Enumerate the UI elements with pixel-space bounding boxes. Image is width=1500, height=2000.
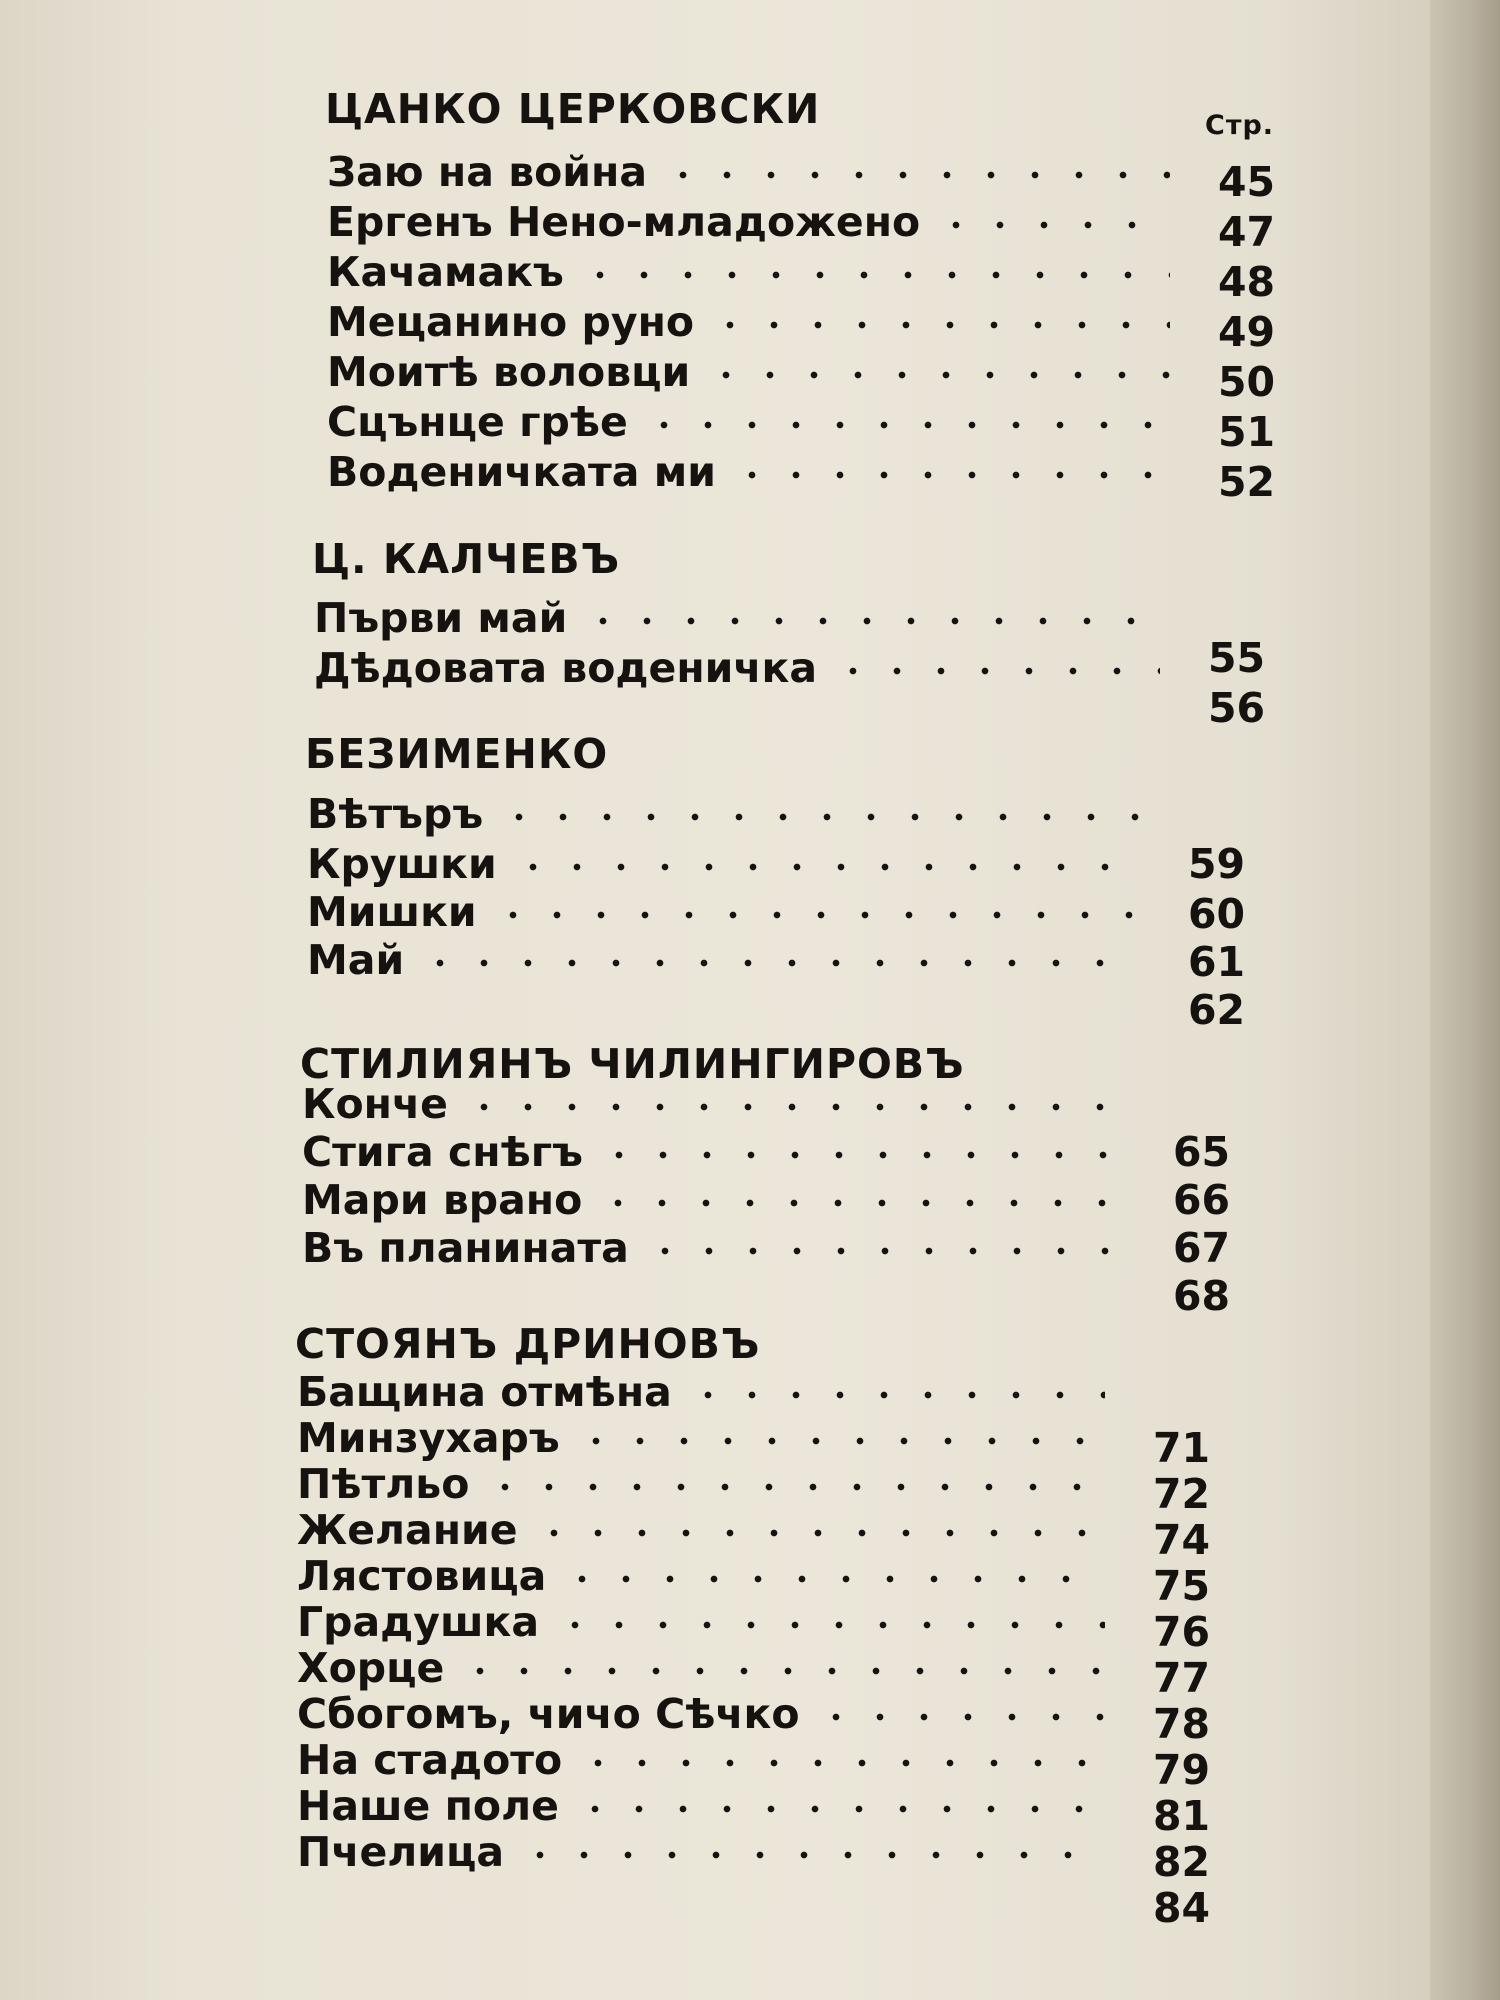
entry-title: Първи май (314, 594, 568, 642)
entry-page-number: 50 (1217, 358, 1275, 406)
dot-leader (730, 470, 1170, 480)
entry-page-number: 48 (1217, 258, 1275, 306)
toc-entry (297, 1506, 518, 1554)
entry-title: Наше поле (297, 1782, 559, 1830)
entry-title: Воденичката ми (327, 448, 716, 496)
toc-entry (307, 840, 497, 888)
dot-leader (560, 1574, 1105, 1584)
entry-page-number: 74 (1152, 1516, 1210, 1564)
dot-leader (574, 1436, 1105, 1446)
entry-page-number: 66 (1172, 1176, 1230, 1224)
dot-leader (708, 320, 1170, 330)
toc-entry (327, 148, 647, 196)
dot-leader (553, 1620, 1105, 1630)
entry-title: Въ планината (302, 1224, 629, 1272)
toc-entry (327, 348, 690, 396)
entry-title: Бащина отмѣна (297, 1368, 672, 1416)
toc-entry (327, 298, 694, 346)
author-heading: Ц. КАЛЧЕВЪ (312, 535, 621, 583)
toc-entry (302, 1080, 448, 1128)
entry-title: Качамакъ (327, 248, 564, 296)
entry-page-number: 51 (1217, 408, 1275, 456)
toc-entry (302, 1224, 629, 1272)
dot-leader (497, 812, 1140, 822)
entry-title: Мецанино руно (327, 298, 695, 346)
toc-entry (302, 1176, 582, 1224)
dot-leader (458, 1666, 1105, 1676)
entry-title: Вѣтъръ (307, 790, 484, 838)
toc-entry (302, 1128, 583, 1176)
toc-entry (327, 398, 628, 446)
entry-title: На стадото (297, 1736, 563, 1784)
dot-leader (661, 170, 1170, 180)
entry-title: Пѣтльо (297, 1460, 470, 1508)
entry-title: Крушки (307, 840, 497, 888)
entry-page-number: 47 (1217, 208, 1275, 256)
entry-title: Дѣдовата воденичка (314, 644, 818, 692)
entry-page-number: 59 (1187, 840, 1245, 888)
entry-page-number: 75 (1152, 1562, 1210, 1610)
entry-page-number: 68 (1172, 1272, 1230, 1320)
entry-title: Лястовица (297, 1552, 547, 1600)
entry-page-number: 84 (1152, 1884, 1210, 1932)
entry-page-number: 76 (1152, 1608, 1210, 1656)
dot-leader (511, 862, 1140, 872)
toc-entry (297, 1552, 546, 1600)
dot-leader (462, 1102, 1125, 1112)
entry-title: Пчелица (297, 1828, 505, 1876)
entry-page-number: 56 (1207, 684, 1265, 732)
dot-leader (686, 1390, 1105, 1400)
toc-entry (297, 1828, 504, 1876)
toc-entry (297, 1460, 469, 1508)
entry-page-number: 45 (1217, 158, 1275, 206)
entry-title: Мари врано (302, 1176, 583, 1224)
entry-page-number: 67 (1172, 1224, 1230, 1272)
entry-page-number: 71 (1152, 1424, 1210, 1472)
dot-leader (518, 1850, 1105, 1860)
toc-entry (297, 1644, 444, 1692)
dot-leader (597, 1150, 1125, 1160)
entry-page-number: 61 (1187, 938, 1245, 986)
entry-page-number: 77 (1152, 1654, 1210, 1702)
toc-entry (297, 1368, 672, 1416)
entry-title: Сцънце грѣе (327, 398, 628, 446)
entry-page-number: 65 (1172, 1128, 1230, 1176)
toc-entry (297, 1736, 562, 1784)
author-heading: СТОЯНЪ ДРИНОВЪ (295, 1320, 761, 1368)
entry-page-number: 55 (1207, 634, 1265, 682)
dot-leader (596, 1198, 1125, 1208)
entry-title: Май (307, 936, 405, 984)
toc-entry (314, 594, 567, 642)
dot-leader (578, 270, 1170, 280)
entry-page-number: 62 (1187, 986, 1245, 1034)
dot-leader (831, 666, 1160, 676)
toc-entry (307, 936, 404, 984)
dot-leader (704, 370, 1170, 380)
toc-entry (297, 1414, 560, 1462)
entry-page-number: 60 (1187, 890, 1245, 938)
toc-entry (314, 644, 817, 692)
entry-title: Мишки (307, 888, 477, 936)
author-heading: ЦАНКО ЦЕРКОВСКИ (325, 85, 821, 133)
toc-entry (297, 1690, 800, 1738)
toc-entry (327, 248, 564, 296)
dot-leader (491, 910, 1140, 920)
entry-page-number: 79 (1152, 1746, 1210, 1794)
toc-entry (307, 790, 483, 838)
entry-title: Моитѣ воловци (327, 348, 691, 396)
page-column-header: Стр. (1205, 110, 1275, 141)
entry-title: Градушка (297, 1598, 540, 1646)
entry-page-number: 72 (1152, 1470, 1210, 1518)
entry-page-number: 49 (1217, 308, 1275, 356)
dot-leader (581, 616, 1160, 626)
dot-leader (532, 1528, 1105, 1538)
dot-leader (418, 958, 1140, 968)
entry-title: Ергенъ Нено-младожено (327, 198, 921, 246)
entry-title: Заю на война (327, 148, 648, 196)
entry-title: Сбогомъ, чичо Сѣчко (297, 1690, 800, 1738)
dot-leader (934, 220, 1170, 230)
dot-leader (576, 1758, 1105, 1768)
toc-entry (307, 888, 477, 936)
author-heading: СТИЛИЯНЪ ЧИЛИНГИРОВЪ (300, 1040, 965, 1088)
dot-leader (643, 1246, 1125, 1256)
entry-page-number: 52 (1217, 458, 1275, 506)
entry-title: Минзухаръ (297, 1414, 560, 1462)
toc-entry (327, 448, 716, 496)
toc-entry (327, 198, 920, 246)
entry-page-number: 82 (1152, 1838, 1210, 1886)
entry-title: Стига снѣгъ (302, 1128, 583, 1176)
entry-title: Конче (302, 1080, 448, 1128)
entry-title: Хорце (297, 1644, 445, 1692)
entry-title: Желание (297, 1506, 518, 1554)
dot-leader (483, 1482, 1105, 1492)
dot-leader (573, 1804, 1105, 1814)
toc-entry (297, 1598, 539, 1646)
toc-entry (297, 1782, 559, 1830)
author-heading: БЕЗИМЕНКО (305, 730, 609, 778)
entry-page-number: 81 (1152, 1792, 1210, 1840)
entry-page-number: 78 (1152, 1700, 1210, 1748)
dot-leader (814, 1712, 1105, 1722)
dot-leader (642, 420, 1170, 430)
